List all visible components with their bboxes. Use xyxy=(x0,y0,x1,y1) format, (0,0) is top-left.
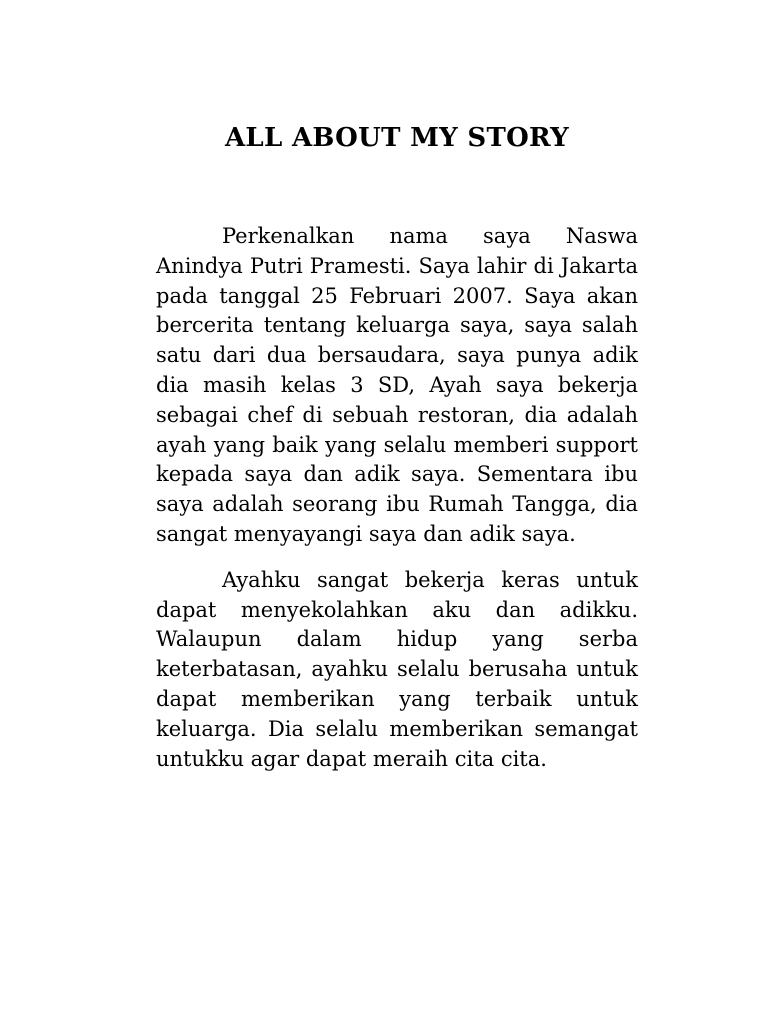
paragraph-1: Perkenalkan nama saya Naswa Anindya Putri Pramesti. Saya lahir di Jakarta pada tanggal 25 Februari 2007. Saya akan bercerita tentang keluarga saya, saya salah satu dari dua bersaudara, saya punya adik dia masih kelas 3 SD, Ayah saya bekerja sebagai chef di sebuah restoran, dia adalah ayah yang baik yang selalu memberi support kepada saya dan adik saya. Sementara ibu saya adalah seorang ibu Rumah Tangga, dia sangat menyayangi saya dan adik saya. xyxy=(156,224,638,546)
paragraph-2: Ayahku sangat bekerja keras untuk dapat menyekolahkan aku dan adikku. Walaupun dalam hidup yang serba keterbatasan, ayahku selalu berusaha untuk dapat memberikan yang terbaik untuk keluarga. Dia selalu memberikan semangat untukku agar dapat meraih cita cita. xyxy=(156,567,638,771)
document-title: ALL ABOUT MY STORY xyxy=(224,123,570,153)
document-body xyxy=(156,222,638,774)
